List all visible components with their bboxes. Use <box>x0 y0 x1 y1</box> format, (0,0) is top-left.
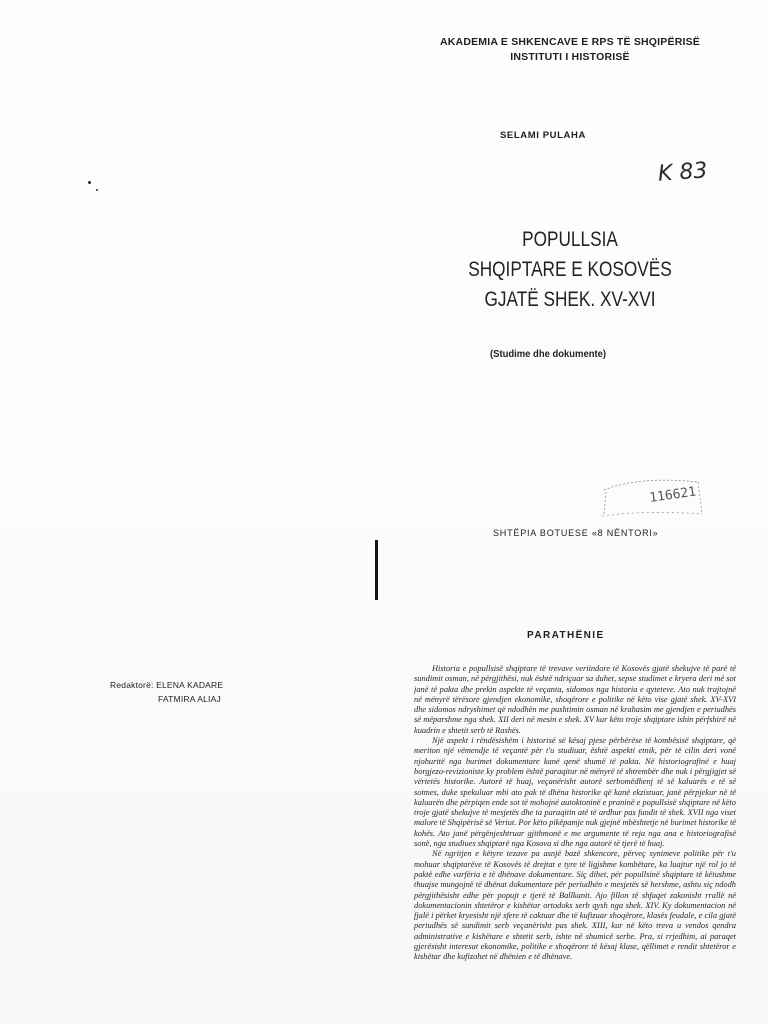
book-title <box>439 225 701 315</box>
preface-paragraph: Në ngritjen e këtyre tezave pa asnjë bazë shkencore, përveç synimeve politike për t'u mohuar shqiptarëve të Kosovës të drejtat e tyre të ligjshme kombëtare, ka luajtur një rol jo të paktë edhe varfëria e të dhënave dokumentare. Siç dihet, për popullsinë shqiptare të këtushme thuajse mungojnë të dhënat dokumentare për periudhën e mesjetës së hershme, ashtu siç ndodh përgjithësisht edhe për popujt e tjerë të Ballkanit. Ajo fillon të shfaqet zakonisht rrallë në dokumentacionin shtetëror e kishëtar ortodoks serb qysh nga shek. XIV. Ky dokumentacion në fjalë i përket kryesisht një sfere të caktuar dhe të kufizuar shoqërore, klasës feudale, e cila gjatë periudhës së sundimit serb veçanërisht pas shek. XIII, kur në këto treva u vendos qendra administrative e kishëtare e shtetit serb, ishte në shumicë serbe. Pra, si rrjedhim, ai paraqet gjerësisht interesat ekonomike, politike e shoqërore të kësaj klase, qëllimet e rendit shtetëror e kishëtar dhe kufizohet në dhënien e të dhënave. <box>414 849 736 962</box>
title-line-1: POPULLSIA <box>522 228 618 251</box>
scan-fold-mark <box>375 540 378 600</box>
title-line-2: SHQIPTARE E KOSOVËS <box>468 258 672 281</box>
editors-credit <box>110 678 223 706</box>
book-subtitle: (Studime dhe dokumente) <box>490 348 607 360</box>
preface-heading: PARATHËNIE <box>527 630 605 641</box>
author-name: SELAMI PULAHA <box>500 130 586 141</box>
academy-header <box>420 35 720 65</box>
preface-paragraph: Një aspekt i rëndësishëm i historisë së kësaj pjese përbërëse të kombësisë shqiptare, që meriton një vëmendje të veçantë për t'u studiuar, është aspekti etnik, për të cilin deri vonë njohuritë nga burimet dokumentare kanë qenë shumë të pakta. Në historiografinë e huaj borgjezo-revizioniste ky problem është paraqitur në mënyrë të shtrembër dhe nuk i përgjigjet së vërtetës historike. Autorë të huaj, veçanërisht autorë serbomëdhenj të së kaluarës e të së sotmes, duke spekuluar mbi ato pak të dhëna historike që kanë ekzistuar, janë përpjekur në të kaluarën dhe përpiqen ende sot të mohojnë autoktoninë e praninë e popullsisë shqiptare në këto troje gjatë shekujve të mesjetës dhe ta paraqitin atë të ardhur pas fundit të shek. XVII nga viset malore të Shqipërisë së Veriut. Por këto pikëpamje nuk gjejnë mbështetje në burimet historike të kohës. Ato janë përgënjeshtruar gjithmonë e me argumente të reja nga ana e historiografisë sonë, nga studiues shqiptarë nga Kosova si dhe nga autorë të tjerë të huaj. <box>414 736 736 849</box>
library-stamp <box>598 470 708 528</box>
publisher-name: SHTËPIA BOTUESE «8 NËNTORI» <box>493 528 659 538</box>
stamp-number: 116621 <box>648 484 698 506</box>
scan-speck <box>88 181 91 184</box>
editors-label: Redaktorë: ELENA KADARE <box>110 680 224 690</box>
academy-name: AKADEMIA E SHKENCAVE E RPS TË SHQIPËRISË <box>439 36 701 48</box>
editor-second-name: FATMIRA ALIAJ <box>158 694 221 704</box>
preface-body <box>414 664 736 1020</box>
title-line-3: GJATË SHEK. XV-XVI <box>484 288 656 311</box>
institute-name: INSTITUTI I HISTORISË <box>510 51 630 63</box>
scan-speck <box>96 189 98 191</box>
handwritten-shelfmark: K 83 <box>657 158 709 187</box>
preface-paragraph: Historia e popullsisë shqiptare të trevave veriindore të Kosovës gjatë shekujve të parë të sundimit osman, në përgjithësi, nuk është ndriçuar sa duhet, sepse studimet e kryera deri më sot janë të pakta dhe prekin aspekte të veçanta, sidomos nga historia e qyteteve. Ato nuk trajtojnë në mënyrë tërësore gjendjen ekonomike, shoqërore e politike në këto vise gjatë shek. XV-XVI dhe sidomos ndryshimet që ndodhën me pushtimin osman në krahasim me gjendjen e periudhës së mëparshme nga shek. XII deri në mesin e shek. XV kur këto troje shqiptare ishin përfshirë në kuadrin e shtetit serb të Rashës. <box>414 664 736 735</box>
